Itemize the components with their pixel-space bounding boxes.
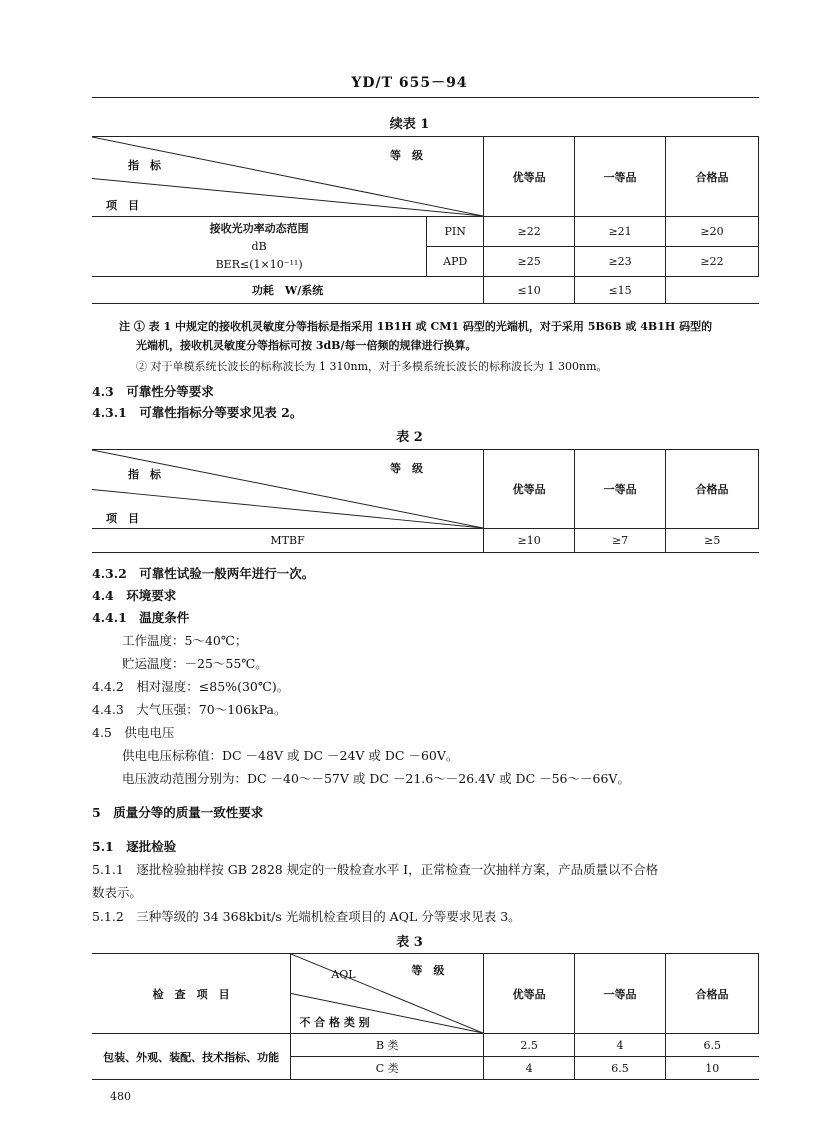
note-line: 注 ① 表 1 中规定的接收机灵敏度分等指标是指采用 1B1H 或 CM1 码型的光端机，对于采用 5B6B 或 4B1H 码型的 [119,320,713,333]
table1-sub-label: APD [427,247,484,277]
table1-cell: ≥22 [666,247,759,277]
table1-cell: ≤10 [484,277,575,304]
table3-category: B 类 [291,1034,484,1057]
table2-cell: ≥7 [575,529,666,553]
table3-category-label: 不 合 格 类 别 [299,1016,370,1029]
table2-caption: 表 2 [396,430,423,445]
table1-cell: ≥22 [484,217,575,247]
body-line: 电压波动范围分别为：DC －40～－57V 或 DC －21.6～－26.4V 或 DC －56～－66V。 [122,771,630,786]
table3-aql-label: AQL [331,968,356,981]
table3 [92,953,759,1080]
table2-diagonal-header [92,450,484,529]
table3-col-header: 优等品 [484,954,575,1034]
body-line: 4.4.3 大气压强：70～106kPa。 [92,702,287,717]
body-line: 4.5 供电电压 [92,725,175,740]
table3-cell: 4 [484,1057,575,1080]
body-line: 5.1 逐批检验 [92,839,177,854]
table1-cell [666,277,759,304]
table3-cell: 2.5 [484,1034,575,1057]
body-line: 工作温度：5～40℃； [122,633,248,648]
table1-item-label: 项 目 [106,199,139,212]
table1-cell: ≥21 [575,217,666,247]
section-4-3-1: 4.3.1 可靠性指标分等要求见表 2。 [92,405,303,420]
table1 [92,136,759,304]
table2-item-label: 项 目 [106,512,139,525]
table2-col-header: 优等品 [484,450,575,529]
body-line: 数表示。 [92,885,143,900]
table2-row-label: MTBF [92,529,484,553]
note-line: 光端机，接收机灵敏度分等指标可按 3dB/每一倍频的规律进行换算。 [136,339,477,352]
table2-col-header: 一等品 [575,450,666,529]
body-line: 4.3.2 可靠性试验一般两年进行一次。 [92,566,315,581]
body-line: 供电电压标称值：DC －48V 或 DC －24V 或 DC －60V。 [122,748,459,763]
table1-power-label: 功耗 W/系统 [92,277,484,304]
table1-sub-label: PIN [427,217,484,247]
table1-grade-label: 等 级 [390,149,423,162]
table3-col-header: 合格品 [666,954,759,1034]
table3-caption: 表 3 [396,935,423,950]
table1-col-header: 优等品 [484,137,575,217]
table2-col-header: 合格品 [666,450,759,529]
body-line: 4.4 环境要求 [92,588,177,603]
table1-range-label [92,217,427,277]
table1-diagonal-header [92,137,484,217]
range-label-line: dB [251,239,267,253]
page-number: 480 [110,1090,131,1103]
table1-index-label: 指 标 [128,159,161,172]
table3-cell: 4 [575,1034,666,1057]
body-line: 贮运温度：－25～55℃。 [122,656,268,671]
section-4-3: 4.3 可靠性分等要求 [92,384,214,399]
table3-category: C 类 [291,1057,484,1080]
table2-cell: ≥10 [484,529,575,553]
table3-diagonal-header [291,954,484,1034]
table1-cell: ≥20 [666,217,759,247]
header-rule [92,97,759,98]
table1-col-header: 合格品 [666,137,759,217]
table3-cell: 6.5 [666,1034,759,1057]
body-line: 4.4.2 相对湿度：≤85%(30℃)。 [92,679,290,694]
table2 [92,449,759,553]
table3-item-label: 包装、外观、装配、技术指标、功能 [92,1034,291,1080]
table3-grade-label: 等 级 [411,964,445,977]
table1-cell: ≤15 [575,277,666,304]
table2-cell: ≥5 [666,529,759,553]
body-line: 5.1.2 三种等级的 34 368kbit/s 光端机检查项目的 AQL 分等要求见表 3。 [92,909,521,924]
table1-col-header: 一等品 [575,137,666,217]
table3-cell: 10 [666,1057,759,1080]
document-code: YD/T 655－94 [351,75,468,91]
body-line: 4.4.1 温度条件 [92,610,190,625]
table1-caption: 续表 1 [389,117,430,132]
range-label-line: 接收光功率动态范围 [209,221,309,235]
table1-cell: ≥25 [484,247,575,277]
table3-col-header: 一等品 [575,954,666,1034]
section-5-heading: 5 质量分等的质量一致性要求 [92,805,264,820]
table3-item-header: 检 查 项 目 [92,954,291,1034]
range-label-line: BER≤(1×10⁻¹¹) [215,257,303,271]
body-line: 5.1.1 逐批检验抽样按 GB 2828 规定的一般检查水平 Ⅰ，正常检查一次抽样方案，产品质量以不合格 [92,862,659,877]
table2-grade-label: 等 级 [390,462,423,475]
table1-cell: ≥23 [575,247,666,277]
table3-cell: 6.5 [575,1057,666,1080]
table2-index-label: 指 标 [128,468,161,481]
note-line: ② 对于单模系统长波长的标称波长为 1 310nm，对于多模系统长波长的标称波长为 1 300nm。 [136,360,608,373]
